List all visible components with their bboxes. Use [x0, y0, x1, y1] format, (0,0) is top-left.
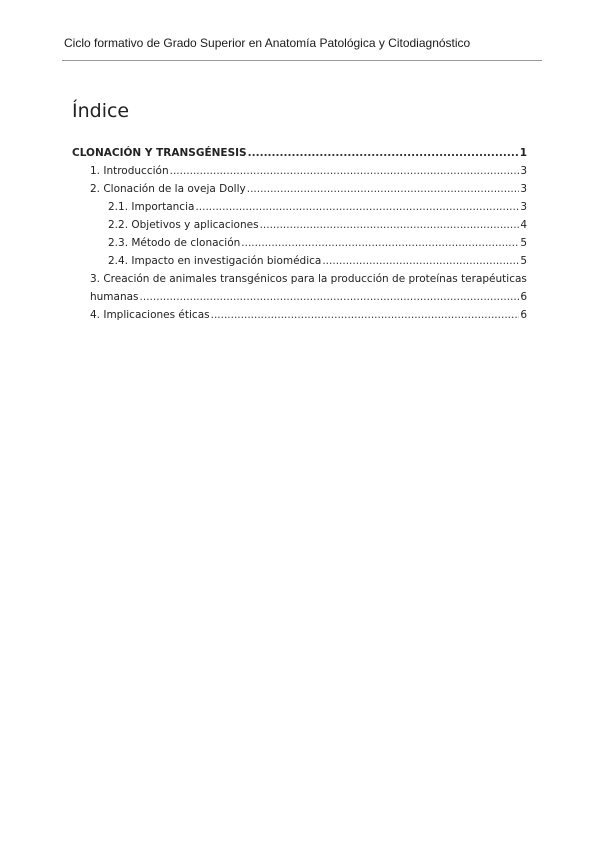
toc-entry-label: 2.1. Importancia [108, 201, 195, 213]
toc-page-number: 1 [519, 147, 527, 159]
toc-page-number: 3 [520, 183, 527, 195]
toc-entry-importancia[interactable] [72, 198, 527, 216]
toc-page-number: 5 [520, 237, 527, 249]
toc-entry-label: 2.3. Método de clonación [108, 237, 241, 249]
page-header: Ciclo formativo de Grado Superior en Anatomía Patológica y Citodiagnóstico [64, 36, 471, 50]
toc-entry-label: 3. Creación de animales transgénicos para la producción de proteínas terapéuticas [90, 273, 527, 285]
toc-entry-impacto[interactable] [72, 252, 527, 270]
toc-entry-introduccion[interactable] [72, 162, 527, 180]
toc-entry-continuation [90, 288, 527, 306]
table-of-contents [72, 144, 527, 324]
toc-dot-leader [241, 234, 519, 252]
toc-entry-label: 2.4. Impacto en investigación biomédica [108, 255, 322, 267]
toc-entry-implicaciones-eticas[interactable] [72, 306, 527, 324]
toc-dot-leader [247, 180, 520, 198]
toc-entry-animales-transgenicos[interactable] [72, 270, 527, 306]
toc-dot-leader [260, 216, 520, 234]
toc-page-number: 5 [520, 255, 527, 267]
toc-entry-metodo[interactable] [72, 234, 527, 252]
toc-dot-leader [248, 144, 519, 162]
toc-entry-objetivos[interactable] [72, 216, 527, 234]
toc-page-number: 4 [520, 219, 527, 231]
toc-dot-leader [195, 198, 519, 216]
toc-title: Índice [72, 100, 130, 122]
toc-entry-label: humanas [90, 291, 139, 303]
toc-dot-leader [322, 252, 519, 270]
toc-entry-clonacion-dolly[interactable] [72, 180, 527, 198]
toc-entry-label: CLONACIÓN Y TRANSGÉNESIS [72, 147, 247, 159]
header-divider [62, 60, 542, 61]
toc-page-number: 3 [520, 165, 527, 177]
toc-page-number: 6 [520, 291, 527, 303]
toc-entry-clonacion-transgenesis[interactable] [72, 144, 527, 162]
toc-dot-leader [211, 306, 520, 324]
toc-page-number: 3 [520, 201, 527, 213]
toc-page-number: 6 [520, 309, 527, 321]
toc-entry-label: 1. Introducción [90, 165, 169, 177]
toc-dot-leader [170, 162, 520, 180]
toc-dot-leader [140, 288, 520, 306]
toc-entry-label: 4. Implicaciones éticas [90, 309, 210, 321]
toc-entry-label: 2.2. Objetivos y aplicaciones [108, 219, 259, 231]
toc-entry-label: 2. Clonación de la oveja Dolly [90, 183, 246, 195]
